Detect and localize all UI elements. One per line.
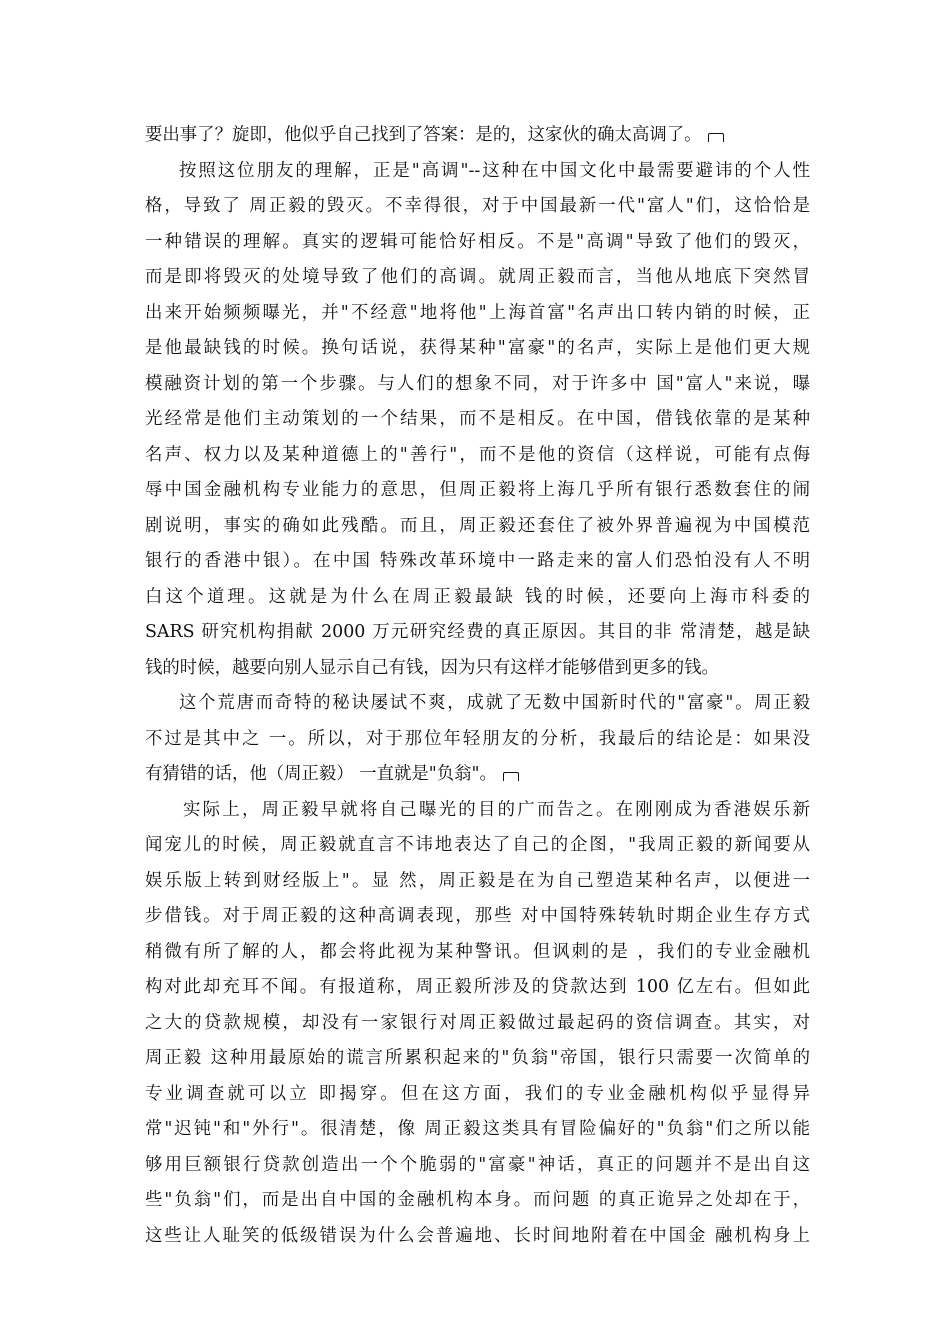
text-line: 够用巨额银行贷款创造出一个个脆弱的"富豪"神话，真正的问题并不是出自这 (145, 1154, 810, 1175)
text-line: 要出事了？旋即，他似乎自己找到了答案：是的，这家伙的确太高调了。 (145, 118, 810, 154)
text-line: 之大的贷款规模，却没有一家银行对周正毅做过最起码的资信调查。其实，对 (145, 1012, 810, 1033)
paragraph-banks (145, 793, 810, 1255)
text-line: 而是即将毁灭的处境导致了他们的高调。就周正毅而言，当他从地底下突然冒 (145, 267, 810, 287)
text-line: 娱乐版上转到财经版上"。显 然，周正毅是在为自己塑造某种名声，以便进一 (145, 870, 810, 891)
text-line: 这个荒唐而奇特的秘诀屡试不爽，成就了无数中国新时代的"富豪"。周正毅 (179, 693, 810, 713)
text-line: 辱中国金融机构专业能力的意思，但周正毅将上海几乎所有银行悉数套住的闹 (145, 480, 810, 500)
text-line: 实际上，周正毅早就将自己曝光的目的广而告之。在刚刚成为香港娱乐新 (183, 799, 810, 820)
text-line: 名声、权力以及某种道德上的"善行"，而不是他的资信（这样说，可能有点侮 (145, 444, 810, 465)
text-line: 周正毅 这种用最原始的谎言所累积起来的"负翁"帝国，银行只需要一次简单的 (145, 1048, 810, 1068)
paragraph-continuation (145, 118, 810, 154)
text-line: 闻宠儿的时候，周正毅就直言不讳地表达了自己的企图，"我周正毅的新闻要从 (145, 835, 810, 855)
text-line: 专业调查就可以立 即揭穿。但在这方面，我们的专业金融机构似乎显得异 (145, 1083, 810, 1104)
text-line: 按照这位朋友的理解，正是"高调"--这种在中国文化中最需要避讳的个人性 (179, 160, 810, 181)
text-line: 是他最缺钱的时候。换句话说，获得某种"富豪"的名声，实际上是他们更大规 (145, 338, 810, 358)
text-line: 格，导致了 周正毅的毁灭。不幸得很，对于中国最新一代"富人"们，这恰恰是 (145, 196, 810, 216)
text-line: 银行的香港中银）。在中国 特殊改革环境中一路走来的富人们恐怕没有人不明 (145, 551, 810, 571)
text-line: SARS 研究机构捐献 2000 万元研究经费的真正原因。其目的非 常清楚，越是缺 (145, 622, 810, 642)
text-line: 常"迟钝"和"外行"。很清楚，像 周正毅这类具有冒险偏好的"负翁"们之所以能 (145, 1119, 810, 1139)
text-line: 剧说明，事实的确如此残酷。而且，周正毅还套住了被外界普遍视为中国模范 (145, 515, 810, 536)
text-line: 光经常是他们主动策划的一个结果，而不是相反。在中国，借钱依靠的是某种 (145, 409, 810, 429)
text-line: 不过是其中之 一。所以，对于那位年轻朋友的分析，我最后的结论是：如果没 (145, 728, 810, 749)
text-line: 有猜错的话，他（周正毅） 一直就是"负翁"。 (145, 757, 810, 793)
text-line: 这些让人耻笑的低级错误为什么会普遍地、长时间地附着在中国金 融机构身上 (145, 1225, 810, 1246)
text-line: 模融资计划的第一个步骤。与人们的想象不同，对于许多中 国"富人"来说，曝 (145, 373, 810, 394)
text-line: 白这个道理。这就是为什么在周正毅最缺 钱的时候，还要向上海市科委的 (145, 586, 810, 607)
text-line: 步借钱。对于周正毅的这种高调表现，那些 对中国特殊转轨时期企业生存方式 (145, 906, 810, 926)
paragraph-break-icon (708, 133, 724, 142)
paragraph-break-icon (503, 772, 519, 781)
text-line: 出来开始频频曝光，并"不经意"地将他"上海首富"名声出口转内销的时候，正 (145, 302, 810, 323)
paragraph-secret (145, 686, 810, 793)
document-page (145, 118, 810, 1254)
text-line: 些"负翁"们，而是出自中国的金融机构本身。而问题 的真正诡异之处却在于， (145, 1190, 810, 1210)
text-line: 一种错误的理解。真实的逻辑可能恰好相反。不是"高调"导致了他们的毁灭， (145, 231, 810, 252)
paragraph-high-profile (145, 154, 810, 687)
text-line: 钱的时候，越要向别人显示自己有钱，因为只有这样才能够借到更多的钱。 (145, 657, 719, 678)
text-line: 构对此却充耳不闻。有报道称，周正毅所涉及的贷款达到 100 亿左右。但如此 (145, 977, 810, 997)
text-line: 稍微有所了解的人，都会将此视为某种警讯。但讽刺的是 ，我们的专业金融机 (145, 941, 810, 962)
